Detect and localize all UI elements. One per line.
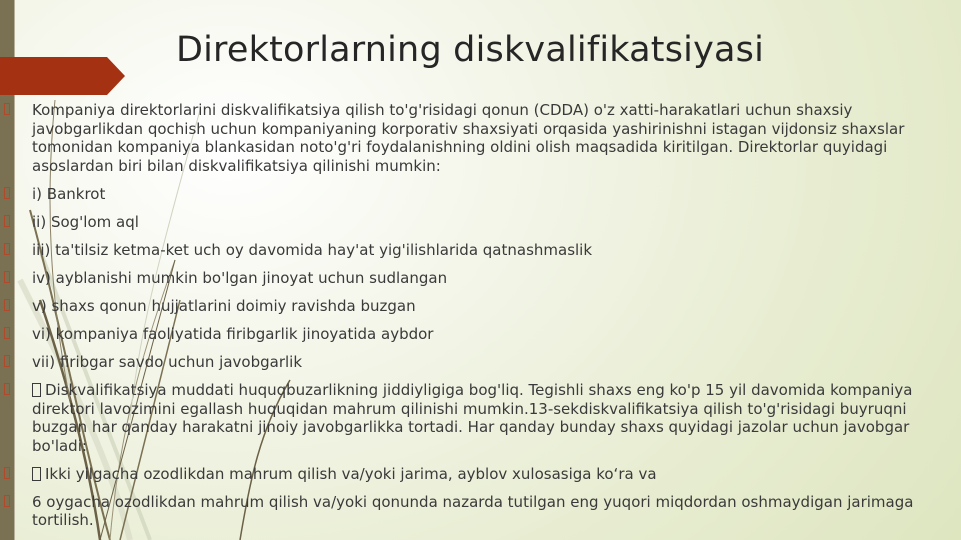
item-text: 6 oygacha ozodlikdan mahrum qilish va/yoki qonunda nazarda tutilgan eng yuqori miqdordan oshmaydigan jarimaga tortilish.	[32, 492, 914, 530]
bullet-icon	[4, 243, 10, 255]
bullet-icon	[4, 187, 10, 199]
bullet-item-2	[0, 213, 961, 232]
item-text: Kompaniya direktorlarini diskvalifikatsiya qilish to'g'risidagi qonun (CDDA) o'z xatti-harakatlari uchun shaxsiy javobgarlikdan qochish uchun kompaniyaning korporativ shaxsiyati orqasida yashirinishni istagan vijdonsiz shaxslar tomonidan kompaniya blankasidan noto'g'ri foydalanishning oldini olish maqsadida kiritilgan. Direktorlar quyidagi asoslardan biri bilan diskvalifikatsiya qilinishi mumkin:	[32, 101, 905, 175]
bullet-icon	[4, 103, 10, 115]
item-text: Ikki yilgacha ozodlikdan mahrum qilish va/yoki jarima, ayblov xulosasiga ko‘ra va	[45, 464, 657, 483]
item-text: iii) ta'tilsiz ketma-ket uch oy davomida hay'at yig'ilishlarida qatnashmaslik	[32, 240, 593, 259]
bullet-item-4	[0, 269, 961, 288]
item-text: vi) kompaniya faoliyatida firibgarlik jinoyatida aybdor	[32, 325, 434, 344]
item-text: v) shaxs qonun hujjatlarini doimiy ravishda buzgan	[32, 296, 416, 315]
bullet-item-5	[0, 297, 961, 316]
bullet-icon	[4, 327, 10, 339]
bullet-item-penalty-1	[0, 465, 961, 484]
bullet-icon	[4, 467, 10, 479]
bullet-item-penalty-2	[0, 493, 961, 530]
slide-title: Direktorlarning diskvalifikatsiyasi	[175, 30, 764, 70]
missing-glyph-icon	[32, 383, 41, 397]
bullet-item-penalty-intro	[0, 381, 961, 455]
bullet-icon	[4, 299, 10, 311]
bullet-item-7	[0, 353, 961, 372]
bullet-icon	[4, 383, 10, 395]
bullet-icon	[4, 355, 10, 367]
slide-body	[0, 101, 961, 540]
item-text: iv) ayblanishi mumkin bo'lgan jinoyat uchun sudlangan	[32, 268, 448, 287]
title-ribbon-arrow	[0, 57, 125, 95]
missing-glyph-icon	[32, 467, 41, 481]
bullet-item-6	[0, 325, 961, 344]
bullet-item-intro	[0, 101, 961, 175]
bullet-icon	[4, 495, 10, 507]
item-text: vii) firibgar savdo uchun javobgarlik	[32, 353, 303, 372]
item-text: Diskvalifikatsiya muddati huquqbuzarlikning jiddiyligiga bog'liq. Tegishli shaxs eng ko'p 15 yil davomida kompaniya direktori lavozimini egallash huquqidan mahrum qilinishi mumkin.13-sekdiskvalifikatsiya qilish to'g'risidagi buyruqni buzgan har qanday harakatni jinoiy javobgarlikka tortadi. Har qanday bunday shaxs quyidagi jazolar uchun javobgar bo'ladi:	[32, 381, 913, 455]
bullet-icon	[4, 215, 10, 227]
item-text: i) Bankrot	[32, 184, 106, 203]
bullet-icon	[4, 271, 10, 283]
bullet-item-3	[0, 241, 961, 260]
bullet-item-1	[0, 185, 961, 204]
item-text: ii) Sog'lom aql	[32, 212, 139, 231]
